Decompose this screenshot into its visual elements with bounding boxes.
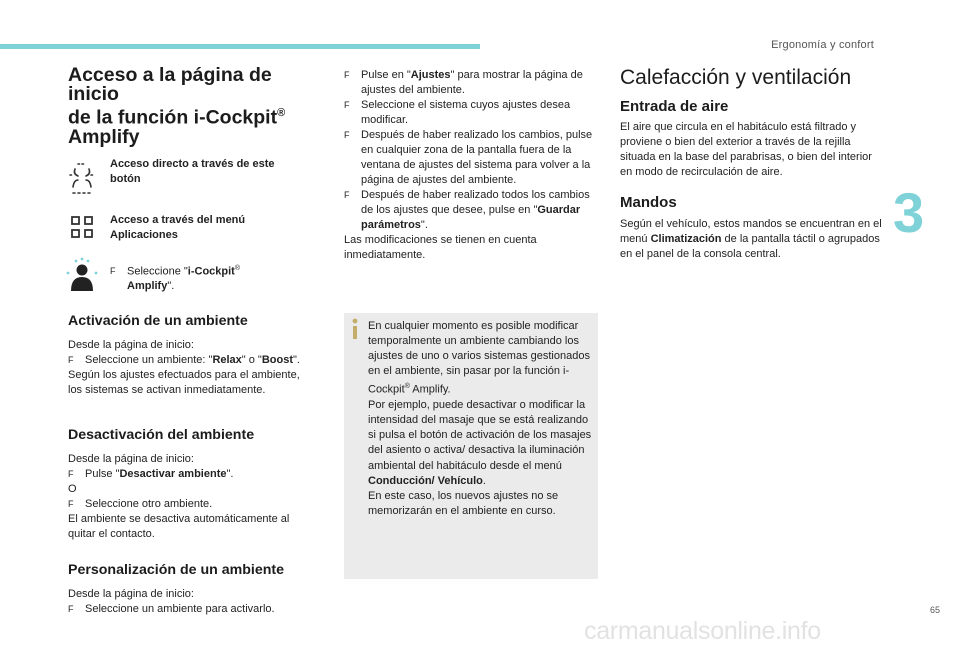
access-menu-line2: Aplicaciones: [110, 228, 178, 241]
check-bullet-icon: F: [110, 266, 116, 277]
access-menu-row: [68, 213, 328, 243]
step-select-system: F Seleccione el sistema cuyos ajustes desea modificar.: [344, 99, 571, 126]
step-save: F Después de haber realizado todos los cambios de los ajustes que desee, pulse en "Guardar parámetros".: [344, 189, 590, 231]
check-bullet-icon: F: [344, 100, 350, 110]
access-direct-line1: Acceso directo a través de este: [110, 157, 275, 170]
info-paragraph-1: En cualquier momento es posible modificar temporalmente un ambiente cambiando los ajustes de uno o varios sistemas gestionados en el ambiente, sin pasar por la función i-Cockpit® Amplify.: [368, 320, 590, 397]
select-icockpit-item: F Seleccione "i-Cockpit® Amplify".: [110, 264, 241, 293]
column-right: [620, 66, 882, 262]
changes-note: Las modificaciones se tienen en cuenta inmediatamente.: [344, 234, 537, 261]
access-direct-row: [68, 157, 328, 195]
page-title: Acceso a la página de inicio de la función i-Cockpit® Amplify: [68, 64, 286, 148]
column-left: [68, 66, 328, 617]
section-title: Calefacción y ventilación: [620, 66, 852, 89]
deactivation-body: Desde la página de inicio: F Pulse "Desactivar ambiente". O F Seleccione otro ambiente. El ambiente se desactiva automáticamente al quitar el contacto.: [68, 453, 290, 541]
info-box: [344, 313, 598, 579]
deactivation-title: Desactivación del ambiente: [68, 427, 255, 444]
air-intake-text: El aire que circula en el habitáculo está filtrado y proviene o bien del exterior a través de la rejilla situada en la base del parabrisas, o bien del interior en modo de recirculación de aire.: [620, 121, 872, 178]
column-middle: [344, 68, 598, 263]
select-icockpit-row: [68, 257, 328, 295]
activation-body: Desde la página de inicio: F Seleccione un ambiente: "Relax" o "Boost". Según los ajustes efectuados para el ambiente, los sistemas se activan inmediatamente.: [68, 339, 300, 397]
step-after-changes: F Después de haber realizado los cambios, pulse en cualquier zona de la pantalla fuera de la ventana de ajustes del sistema para volver a la página de ajustes del ambiente.: [344, 129, 593, 186]
info-icon: [350, 318, 360, 340]
page-number: 65: [930, 605, 941, 615]
chapter-title: Ergonomía y confort: [771, 39, 874, 51]
chapter-number: 3: [893, 181, 925, 244]
controls-text: Según el vehículo, estos mandos se encuentran en el menú Climatización de la pantalla táctil o agrupados en el panel de la consola central.: [620, 218, 882, 260]
check-bullet-icon: F: [68, 469, 74, 480]
header-accent-bar: [0, 44, 480, 49]
watermark: carmanualsonline.info: [584, 617, 821, 645]
check-bullet-icon: F: [344, 190, 350, 200]
controls-title: Mandos: [620, 194, 677, 211]
info-paragraph-2: Por ejemplo, puede desactivar o modificar la intensidad del masaje que se está realizando si pulsa el botón de activación de los masajes del asiento o activa/ desactiva la iluminación ambiental del habitáculo desde el menú Conducción/ Vehículo.: [368, 399, 592, 487]
info-paragraph-3: En este caso, los nuevos ajustes no se memorizarán en el ambiente en curso.: [368, 489, 559, 517]
access-direct-line2: botón: [110, 172, 141, 185]
personalization-title: Personalización de un ambiente: [68, 562, 285, 579]
step-settings: F Pulse en "Ajustes" para mostrar la página de ajustes del ambiente.: [344, 69, 583, 96]
check-bullet-icon: F: [68, 499, 74, 510]
air-intake-title: Entrada de aire: [620, 98, 729, 115]
check-bullet-icon: F: [68, 355, 74, 366]
check-bullet-icon: F: [344, 130, 350, 140]
applications-grid-icon: [70, 215, 94, 239]
check-bullet-icon: F: [68, 604, 74, 615]
check-bullet-icon: F: [344, 70, 350, 80]
personalization-body: Desde la página de inicio: F Seleccione un ambiente para activarlo.: [68, 588, 275, 616]
person-outline-icon: [64, 161, 100, 195]
person-ambient-icon: [65, 257, 99, 293]
access-menu-line1: Acceso a través del menú: [110, 213, 246, 226]
activation-title: Activación de un ambiente: [68, 313, 248, 330]
